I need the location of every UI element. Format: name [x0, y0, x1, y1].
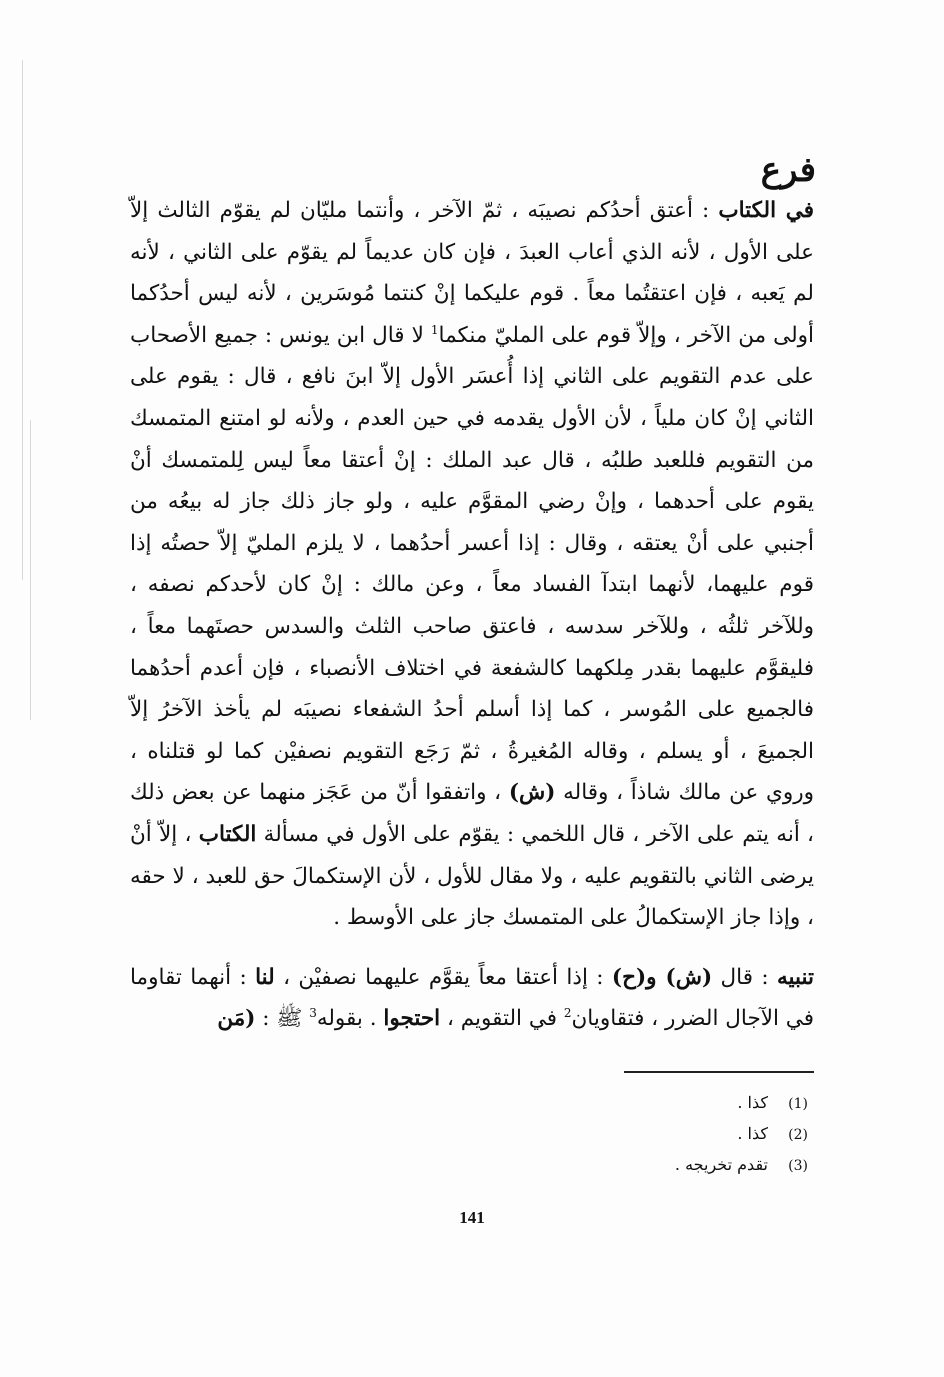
footnote-ref: 3: [309, 1006, 317, 1021]
footnote-divider: [624, 1071, 814, 1073]
bold-term: الكتاب: [198, 821, 257, 847]
bold-term: لنا: [255, 964, 275, 990]
footnote-text: كذا .: [737, 1124, 768, 1143]
text-run: . بقوله: [316, 1006, 384, 1032]
page-number: 141: [459, 1208, 485, 1227]
text-run: : قال: [712, 964, 777, 990]
footnote-number: (3): [788, 1158, 808, 1174]
footnote-item: [408, 1150, 808, 1181]
footnote-ref: 1: [430, 322, 439, 337]
bold-term: في الكتاب: [718, 198, 815, 223]
bold-term: (ش): [508, 780, 556, 806]
text-run: ، إلاّ أنْ يرضى الثاني بالتقويم عليه ، ولا مقال للأول ، لأن الإستكمالَ حق للعبد ، لا حقه ، وإذا جاز الإستكمالُ على المتمسك جاز على الأوسط .: [130, 821, 814, 931]
footnotes-list: [408, 1088, 808, 1181]
footnote-number: (2): [788, 1127, 808, 1143]
footnote-item: [408, 1088, 808, 1119]
text-run: : إذا أعتقا معاً يقوَّم عليهما نصفيْن ،: [274, 964, 612, 990]
text-run: : أعتق أحدُكم نصيبَه ، ثمّ الآخر ، وأنتما مليّان لم يقوّم الثالث إلاّ على الأول ، لأنه الذي أعاب العبدَ ، فإن كان عديماً لم يقوّم على الثاني ، لأنه لم يَعبه ، فإن اعتقتُما معاً . قوم عليكما إنْ كنتما مُوسَرين ، لأنه ليس أحدُكما أولى من الآخر ، وإلاّ قوم على المليّ منكما: [130, 198, 814, 348]
scan-edge-mark: [30, 420, 31, 720]
bold-term: (مَن: [217, 1006, 256, 1032]
text-run: لا قال ابن يونس : جميع الأصحاب على عدم التقويم على الثاني إذا أُعسَر الأول إلاّ ابنَ نافع ، قال : يقوم على الثاني إنْ كان ملياً ، لأن الأول يقدمه في حين العدم ، ولأنه لو امتنع المتمسك من التقويم فللعبد طلبُه ، قال عبد الملك : إنْ أعتقا معاً ليس لِلمتمسك أنْ يقوم على أحدهما ، وإنْ رضي المقوَّم عليه ، ولو جاز ذلك جاز له بيعُه من أجنبي على أنْ يعتقه ، وقال : إذا أعسر أحدُهما ، لا يلزم المليّ إلاّ حصتُه إذا قوم عليهما، لأنهما ابتدآ الفساد معاً ، وعن مالك : إنْ كان لأحدكم نصفه ، وللآخر ثلثُه ، وللآخر سدسه ، فاعتق صاحب الثلث والسدس حصتَهما معاً ، فليقوَّم عليهما بقدر مِلكهما كالشفعة في اختلاف الأنصباء ، فإن أعدم أحدُهما فالجميع على المُوسر ، كما إذا أسلم أحدُ الشفعاء نصيبَه لم يأخذ الآخرُ إلاّ الجميعَ ، أو يسلم ، وقاله المُغيرةُ ، ثمّ رَجَع التقويم نصفيْن كما لو قتلناه ، وروي عن مالك شاذاً ، وقاله: [130, 322, 814, 806]
footnote-text: كذا .: [737, 1093, 768, 1112]
text-run: : أنهما تقاوما في الآجال الضرر ، فتقاويان: [130, 964, 814, 1032]
text-run: ﷺ :: [255, 1006, 310, 1032]
bold-term: احتجوا: [383, 1006, 441, 1032]
paragraph-main: [130, 190, 814, 939]
paragraph-note: [130, 957, 814, 1040]
bold-term: تنبيه: [777, 964, 814, 990]
section-heading: فرع: [760, 150, 816, 190]
bold-term: (ش) و(ح): [611, 964, 713, 990]
footnote-number: (1): [788, 1096, 808, 1112]
body-text: [130, 190, 814, 1040]
scan-edge-mark: [22, 60, 23, 580]
footnote-text: تقدم تخريجه .: [674, 1155, 768, 1174]
footnote-item: [408, 1119, 808, 1150]
text-run: ، واتفقوا أنّ من عَجَز منهما عن بعض ذلك ، أنه يتم على الآخر ، قال اللخمي : يقوّم على الأول في مسألة: [130, 780, 814, 847]
text-run: في التقويم ،: [440, 1006, 564, 1032]
footnote-ref: 2: [563, 1006, 572, 1021]
